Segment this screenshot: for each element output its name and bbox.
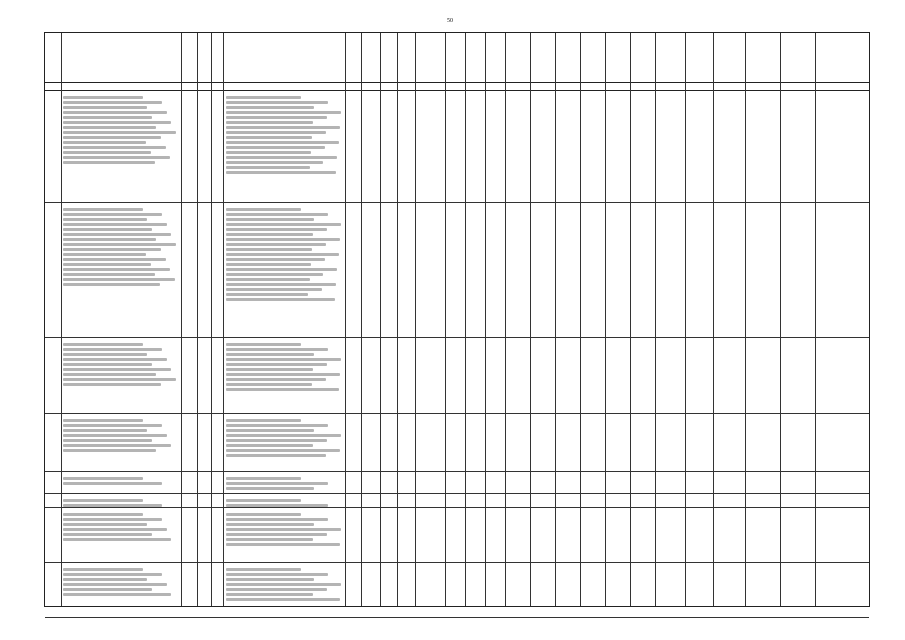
text-line bbox=[226, 248, 312, 251]
text-line bbox=[63, 161, 155, 164]
text-line bbox=[226, 358, 341, 361]
text-line bbox=[63, 213, 162, 216]
methodology-block bbox=[226, 566, 342, 603]
text-line bbox=[226, 588, 327, 591]
text-line bbox=[226, 444, 313, 447]
text-line bbox=[63, 131, 176, 134]
text-line bbox=[226, 482, 328, 485]
text-line bbox=[63, 499, 143, 502]
text-line bbox=[63, 126, 156, 129]
text-line bbox=[226, 348, 328, 351]
text-line bbox=[226, 593, 313, 596]
text-line bbox=[63, 121, 171, 124]
text-line bbox=[226, 298, 335, 301]
text-line bbox=[226, 363, 327, 366]
text-line bbox=[63, 573, 162, 576]
methodology-block bbox=[226, 511, 342, 548]
text-line bbox=[63, 533, 152, 536]
text-line bbox=[63, 218, 147, 221]
text-line bbox=[63, 363, 152, 366]
table-row bbox=[45, 338, 869, 414]
text-line bbox=[226, 454, 326, 457]
indicator-table bbox=[44, 32, 870, 607]
table-row bbox=[45, 203, 869, 338]
text-line bbox=[63, 233, 171, 236]
text-line bbox=[63, 373, 156, 376]
text-line bbox=[226, 378, 326, 381]
text-line bbox=[226, 424, 328, 427]
text-line bbox=[226, 528, 341, 531]
text-line bbox=[63, 141, 146, 144]
text-line bbox=[63, 151, 151, 154]
text-line bbox=[226, 288, 322, 291]
text-line bbox=[226, 368, 313, 371]
text-line bbox=[63, 348, 162, 351]
text-line bbox=[63, 449, 156, 452]
text-line bbox=[63, 353, 147, 356]
text-line bbox=[226, 223, 341, 226]
text-line bbox=[226, 228, 327, 231]
table-row bbox=[45, 508, 869, 563]
indicator-description-block bbox=[63, 206, 177, 288]
indicator-description-block bbox=[63, 417, 177, 454]
text-line bbox=[63, 208, 143, 211]
text-line bbox=[63, 419, 143, 422]
text-line bbox=[226, 96, 301, 99]
text-line bbox=[63, 568, 143, 571]
methodology-block bbox=[226, 206, 342, 303]
text-line bbox=[63, 593, 171, 596]
text-line bbox=[63, 156, 170, 159]
text-line bbox=[226, 273, 323, 276]
text-line bbox=[226, 136, 312, 139]
text-line bbox=[226, 283, 336, 286]
text-line bbox=[226, 166, 310, 169]
indicator-description-block bbox=[63, 475, 177, 487]
text-line bbox=[226, 116, 327, 119]
text-line bbox=[226, 141, 339, 144]
text-line bbox=[226, 106, 314, 109]
text-line bbox=[226, 383, 312, 386]
text-line bbox=[226, 598, 340, 601]
text-line bbox=[226, 293, 308, 296]
text-line bbox=[63, 116, 152, 119]
text-line bbox=[63, 136, 161, 139]
text-line bbox=[63, 106, 147, 109]
text-line bbox=[226, 278, 310, 281]
text-line bbox=[226, 253, 339, 256]
text-line bbox=[63, 523, 147, 526]
text-line bbox=[63, 358, 167, 361]
table-row bbox=[45, 414, 869, 472]
text-line bbox=[63, 583, 167, 586]
table-row bbox=[45, 91, 869, 203]
text-line bbox=[63, 223, 167, 226]
text-line bbox=[226, 533, 327, 536]
text-line bbox=[226, 388, 339, 391]
text-line bbox=[63, 538, 171, 541]
text-line bbox=[63, 528, 167, 531]
text-line bbox=[63, 518, 162, 521]
text-line bbox=[226, 578, 314, 581]
indicator-description-block bbox=[63, 511, 177, 543]
text-line bbox=[63, 278, 175, 281]
text-line bbox=[226, 213, 328, 216]
text-line bbox=[226, 419, 301, 422]
text-line bbox=[63, 283, 160, 286]
text-line bbox=[63, 383, 161, 386]
text-line bbox=[63, 368, 171, 371]
text-line bbox=[226, 268, 337, 271]
text-line bbox=[226, 373, 340, 376]
text-line bbox=[226, 573, 328, 576]
text-line bbox=[63, 96, 143, 99]
text-line bbox=[63, 439, 152, 442]
text-line bbox=[63, 434, 167, 437]
text-line bbox=[63, 477, 143, 480]
text-line bbox=[63, 504, 162, 507]
text-line bbox=[63, 513, 143, 516]
text-line bbox=[226, 101, 328, 104]
text-line bbox=[63, 111, 167, 114]
text-line bbox=[63, 238, 156, 241]
text-line bbox=[63, 429, 147, 432]
text-line bbox=[226, 146, 325, 149]
text-line bbox=[63, 258, 166, 261]
text-line bbox=[226, 171, 336, 174]
text-line bbox=[226, 111, 341, 114]
text-line bbox=[226, 568, 301, 571]
text-line bbox=[63, 243, 176, 246]
text-line bbox=[226, 243, 326, 246]
methodology-block bbox=[226, 417, 342, 459]
text-line bbox=[226, 121, 313, 124]
text-line bbox=[63, 578, 147, 581]
text-line bbox=[226, 343, 301, 346]
text-line bbox=[226, 131, 326, 134]
text-line bbox=[63, 378, 176, 381]
text-line bbox=[226, 233, 313, 236]
indicator-description-block bbox=[63, 94, 177, 166]
text-line bbox=[226, 499, 301, 502]
table-row bbox=[45, 563, 869, 618]
text-line bbox=[63, 588, 152, 591]
text-line bbox=[63, 482, 162, 485]
methodology-block bbox=[226, 475, 342, 492]
text-line bbox=[226, 218, 314, 221]
methodology-block bbox=[226, 341, 342, 393]
text-line bbox=[226, 258, 325, 261]
text-line bbox=[63, 268, 170, 271]
table-row bbox=[45, 472, 869, 494]
text-line bbox=[226, 156, 337, 159]
table-row bbox=[45, 494, 869, 508]
text-line bbox=[226, 513, 301, 516]
text-line bbox=[226, 434, 341, 437]
text-line bbox=[63, 263, 151, 266]
indicator-description-block bbox=[63, 566, 177, 598]
text-line bbox=[63, 424, 162, 427]
text-line bbox=[226, 263, 311, 266]
text-line bbox=[226, 538, 313, 541]
text-line bbox=[63, 253, 146, 256]
page-number: 50 bbox=[447, 18, 453, 24]
text-line bbox=[226, 543, 340, 546]
text-line bbox=[226, 126, 340, 129]
text-line bbox=[226, 429, 314, 432]
text-line bbox=[226, 238, 340, 241]
text-line bbox=[226, 208, 301, 211]
text-line bbox=[226, 583, 341, 586]
text-line bbox=[226, 161, 323, 164]
text-line bbox=[63, 146, 166, 149]
text-line bbox=[226, 449, 340, 452]
text-line bbox=[226, 353, 314, 356]
text-line bbox=[226, 518, 328, 521]
text-line bbox=[226, 439, 327, 442]
text-line bbox=[63, 101, 162, 104]
text-line bbox=[226, 487, 314, 490]
text-line bbox=[226, 504, 328, 507]
text-line bbox=[226, 523, 314, 526]
methodology-block bbox=[226, 94, 342, 176]
indicator-description-block bbox=[63, 341, 177, 388]
text-line bbox=[63, 248, 161, 251]
text-line bbox=[63, 343, 143, 346]
text-line bbox=[63, 273, 155, 276]
text-line bbox=[226, 477, 301, 480]
text-line bbox=[226, 151, 311, 154]
text-line bbox=[63, 228, 152, 231]
text-line bbox=[63, 444, 171, 447]
